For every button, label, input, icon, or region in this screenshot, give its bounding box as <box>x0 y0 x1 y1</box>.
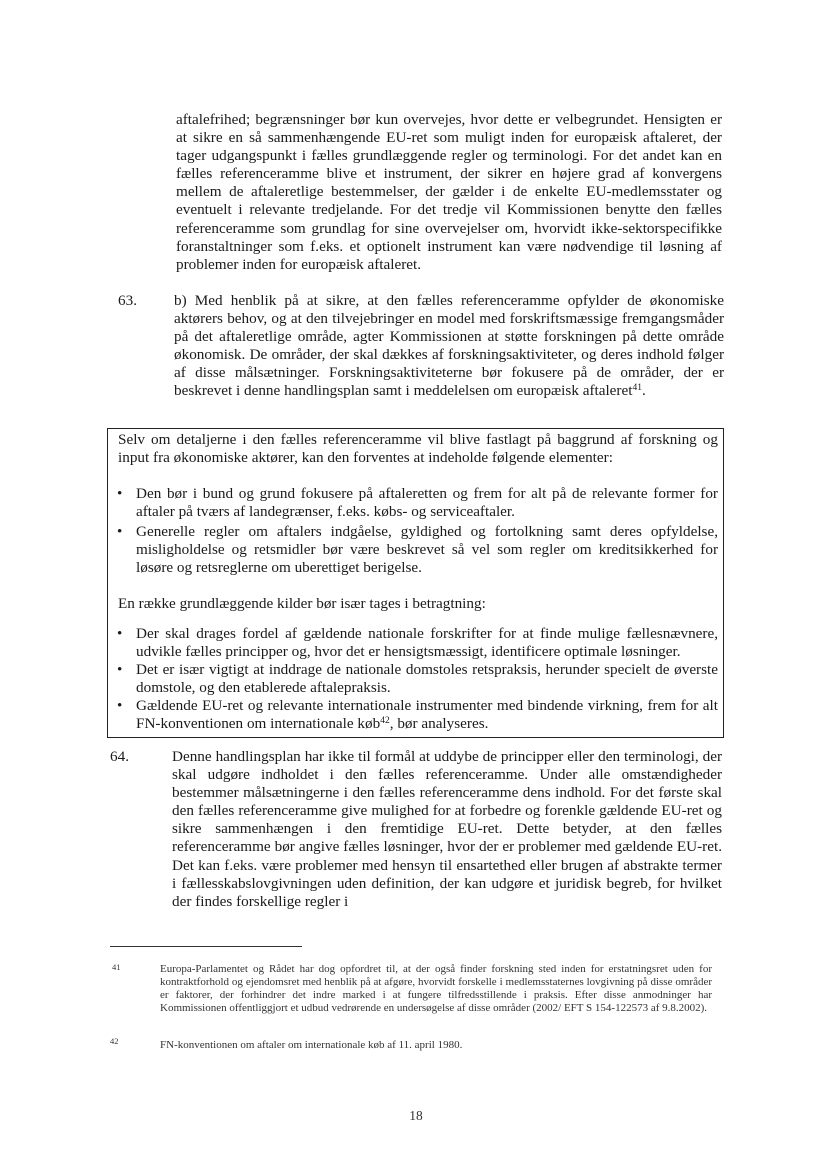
bullet-icon: • <box>117 485 123 502</box>
bullet-icon: • <box>117 661 123 679</box>
list-item <box>114 697 718 733</box>
box-intro: Selv om detaljerne i den fælles referenceramme vil blive fastlagt på baggrund af forskning og input fra økonomiske aktører, kan den forventes at indeholde følgende elementer: <box>118 431 718 467</box>
sources-intro: En række grundlæggende kilder bør især tages i betragtning: <box>118 595 486 612</box>
paragraph-63-text: b) Med henblik på at sikre, at den fælles referenceramme opfylder de økonomiske aktørers behov, og at den tilvejebringer en model med forskriftsmæssige fremgangsmåder på det aftaleretlige område, agter Kommissionen at støtte forskningen på dette område økonomisk. De områder, der skal dækkes af forskningsaktiviteter, og deres indhold følger af disse målsætninger. Forskningsaktiviteterne bør fokusere på de områder, der er beskrevet i denne handlingsplan samt i meddelelsen om europæisk aftaleret <box>174 292 724 400</box>
paragraph-63 <box>174 292 724 401</box>
list-item <box>114 661 718 697</box>
list-item <box>114 523 718 577</box>
list-item-text: Der skal drages fordel af gældende nationale forskrifter for at finde mulige fællesnævnere, udvikle fælles principper og, hvor det er hensigtsmæssigt, identificere optimale løsninger. <box>136 625 718 661</box>
footnote-ref-41: 41 <box>632 383 642 394</box>
paragraph-number-63: 63. <box>118 292 137 309</box>
bullet-icon: • <box>117 697 123 715</box>
footnote-42: FN-konventionen om aftaler om internationale køb af 11. april 1980. <box>160 1039 463 1051</box>
bullet-icon: • <box>117 523 123 541</box>
list-item-text: Det er især vigtigt at inddrage de nationale domstoles retspraksis, herunder specielt de øverste domstole, og den etablerede aftalepraksis. <box>136 661 718 697</box>
list-item-tail: , bør analyseres. <box>389 715 489 733</box>
footnote-divider <box>110 946 302 947</box>
intro-paragraph: aftalefrihed; begrænsninger bør kun overvejes, hvor dette er velbegrundet. Hensigten er at sikre en så sammenhængende EU-ret som muligt inden for europæisk aftaleret, der tager udgangspunkt i fælles grundlæggende regler og terminologi. For det andet kan en fælles referenceramme blive et instrument, der sikrer en højere grad af konvergens mellem de aftaleretlige bestemmelser, der gælder i de enkelte EU-medlemsstater og eventuelt i relevante tredjelande. For det tredje vil Kommissionen benytte den fælles referenceramme som grundlag for sine overvejelser om, hvorvidt ikke-sektorspecifikke foranstaltninger som f.eks. et optionelt instrument kan være nødvendige til løsning af problemer inden for europæisk aftaleret. <box>176 111 722 273</box>
paragraph-64: Denne handlingsplan har ikke til formål at uddybe de principper eller den terminologi, der skal udgøre indholdet i den fælles referenceramme. Under alle omstændigheder bestemmer målsætningerne i den fælles referenceramme dens indhold. For det første skal den fælles referenceramme give mulighed for at forbedre og forenkle gældende EU-ret og sikre sammenhængen i den fremtidige EU-ret. Dette betyder, at den fælles referenceramme bør angive fælles løsninger, hvor der er problemer med gældende EU-ret. Det kan f.eks. være problemer med hensyn til ensartethed eller brugen af abstrakte termer i fællesskabslovgivningen uden definition, der kan udgøre et juridisk begreb, for hvilket der findes forskellige regler i <box>172 748 722 910</box>
footnote-41: Europa-Parlamentet og Rådet har dog opfordret til, at der også finder forskning sted inden for erstatningsret uden for kontraktforhold og ejendomsret med henblik på at afgøre, hvorvidt forskelle i medlemsstaternes lovgivning på disse områder er faktorer, der forhindrer det indre marked i at fungere tilfredsstillende i praksis. Efter disse anmodninger har Kommissionen offentliggjort et udbud vedrørende en undersøgelse af disse områder (2002/ EFT S 154-122573 af 9.8.2002). <box>160 963 712 1015</box>
list-item <box>114 485 718 521</box>
sources-list <box>114 625 718 734</box>
paragraph-63-tail: . <box>641 382 646 400</box>
list-item-text: Gældende EU-ret og relevante internationale instrumenter med bindende virkning, frem for alt FN-konventionen om internationale køb <box>136 697 718 733</box>
elements-list <box>114 485 718 577</box>
list-item-text: Den bør i bund og grund fokusere på aftaleretten og frem for alt på de relevante former for aftaler på tværs af landegrænser, f.eks. købs- og serviceaftaler. <box>136 485 718 521</box>
footnote-ref-42: 42 <box>380 716 390 727</box>
list-item-text: Generelle regler om aftalers indgåelse, gyldighed og fortolkning samt deres opfyldelse, misligholdelse og retsmidler bør være beskrevet så vel som regler om kreditsikkerhed for løsøre og retsreglerne om uberettiget berigelse. <box>136 523 718 577</box>
footnote-number-42: 42 <box>110 1036 119 1046</box>
list-item <box>114 625 718 661</box>
reference-frame-box <box>107 428 724 738</box>
footnote-number-41: 41 <box>112 962 121 972</box>
bullet-icon: • <box>117 625 123 642</box>
page-number: 18 <box>409 1108 423 1123</box>
paragraph-number-64: 64. <box>110 748 129 765</box>
